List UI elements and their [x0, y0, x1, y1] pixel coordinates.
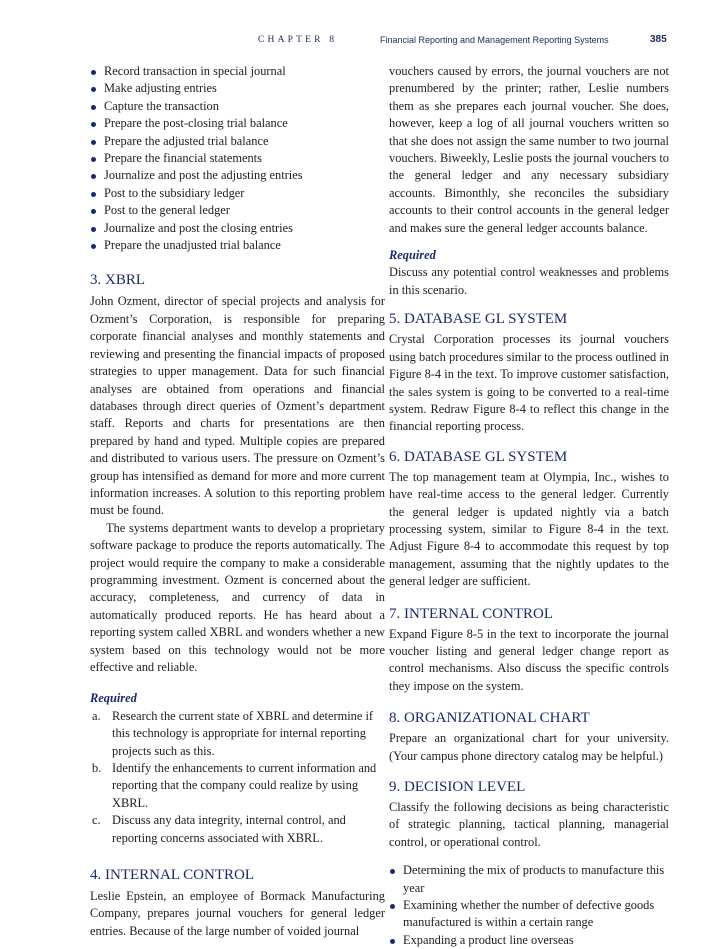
paragraph: Classify the following decisions as being characteristic of strategic planning, tactical planning, managerial control, or operational control. — [389, 800, 669, 849]
list-item: Determining the mix of products to manufacture this year — [389, 862, 669, 897]
paragraph: John Ozment, director of special projects and analysis for Ozment’s Corporation, is responsible for preparing corporate financial analyses and monthly statements and reviewing and presenting the financial impacts of proposed strategies to upper management. Data for such financial analyses are obtained from operations and financial databases through direct queries of Ozment’s department staff. Reports and charts for presentations are then prepared by hand and typed. Multiple copies are prepared and distributed to various users. The pressure on Ozment’s group has intensified as demand for more and more current information increases. A solution to this reporting problem must be found. — [90, 294, 385, 518]
list-item: Record transaction in special journal — [90, 63, 385, 80]
section-heading-decision-level: 9. DECISION LEVEL — [389, 779, 526, 795]
paragraph: Crystal Corporation processes its journal vouchers using batch procedures similar to the process outlined in Figure 8-4 in the text. To improve customer satisfaction, the sales system is going to be converted to a real-time system. Redraw Figure 8-4 to reflect this change in the financial reporting process. — [389, 332, 669, 434]
step-list — [90, 63, 385, 254]
page-header — [0, 33, 719, 49]
paragraph: vouchers caused by errors, the journal vouchers are not prenumbered by the printer; rather, Leslie numbers them as she prepares each journal voucher. She does, however, keep a log of all journal vouchers written so that she does not assign the same number to two journal vouchers. Biweekly, Leslie posts the journal vouchers to the general ledger and any necessary subsidiary accounts. Bimonthly, she reconciles the subsidiary accounts to their control accounts in the general ledger and makes sure the general ledger accounts balance. — [389, 64, 669, 235]
item-text: Identify the enhancements to current information and reporting that the company could realize by using XBRL. — [112, 761, 377, 810]
item-letter: a. — [92, 708, 101, 723]
section-heading-internal-control: 4. INTERNAL CONTROL — [90, 867, 255, 884]
decision-list — [389, 862, 669, 949]
requirements-list — [90, 708, 385, 847]
left-column — [90, 63, 385, 940]
list-item: Capture the transaction — [90, 98, 385, 115]
item-letter: b. — [92, 761, 102, 776]
paragraph: Discuss any potential control weaknesses and problems in this scenario. — [389, 265, 669, 297]
list-item — [90, 708, 385, 760]
required-label: Required — [90, 691, 137, 706]
section-heading-database-gl-5: 5. DATABASE GL SYSTEM — [389, 311, 568, 328]
list-item: Examining whether the number of defective goods manufactured is within a certain range — [389, 897, 669, 932]
list-item: Make adjusting entries — [90, 80, 385, 97]
section-heading-internal-control-7: 7. INTERNAL CONTROL — [389, 605, 554, 622]
section-heading-xbrl: 3. XBRL — [90, 272, 146, 289]
list-item: Post to the general ledger — [90, 202, 385, 219]
section-heading-org-chart: 8. ORGANIZATIONAL CHART — [389, 710, 590, 727]
paragraph: The systems department wants to develop a proprietary software package to produce the reports automatically. The project would require the company to make a considerable programming investment. Ozment is concerned about the accuracy, completeness, and currency of data in automatically produced reports. He has heard about a reporting system called XBRL and wonders whether a new system based on this technology would not be more effective and reliable. — [90, 520, 385, 674]
page-number: 385 — [650, 34, 667, 45]
item-text: Research the current state of XBRL and determine if this technology is appropriate for internal reporting projects such as this. — [112, 708, 374, 758]
list-item: Prepare the adjusted trial balance — [90, 133, 385, 150]
list-item: Prepare the unadjusted trial balance — [90, 237, 385, 254]
paragraph: Expand Figure 8-5 in the text to incorporate the journal voucher listing and general ledger change report as control mechanisms. Also discuss the specific controls they impose on the system. — [389, 626, 669, 693]
running-title: Financial Reporting and Management Reporting Systems — [380, 35, 609, 45]
paragraph: Prepare an organizational chart for your university. (Your campus phone directory catalog may be helpful.) — [389, 731, 669, 763]
section-heading-database-gl-6: 6. DATABASE GL SYSTEM — [389, 448, 568, 465]
chapter-label: CHAPTER 8 — [258, 35, 338, 45]
list-item: Post to the subsidiary ledger — [90, 185, 385, 202]
list-item: Journalize and post the closing entries — [90, 220, 385, 237]
required-label: Required — [389, 248, 436, 263]
item-letter: c. — [92, 813, 101, 828]
list-item: Prepare the post-closing trial balance — [90, 115, 385, 132]
list-item — [90, 812, 385, 847]
list-item: Expanding a product line overseas — [389, 932, 669, 949]
paragraph: Leslie Epstein, an employee of Bormack Manufacturing Company, prepares journal vouchers for general ledger entries. Because of the large number of voided journal — [90, 889, 385, 938]
list-item: Prepare the financial statements — [90, 150, 385, 167]
item-text: Discuss any data integrity, internal control, and reporting concerns associated with XBRL. — [112, 813, 346, 845]
paragraph: The top management team at Olympia, Inc., wishes to have real-time access to the general ledger. Currently the general ledger is updated nightly via a batch processing system, similar to Figure 8-4 in the text. Adjust Figure 8-4 to accommodate this request by top management, assuming that the nightly updates to the general ledger are sufficient. — [389, 469, 669, 589]
right-column — [389, 63, 669, 949]
list-item: Journalize and post the adjusting entries — [90, 167, 385, 184]
list-item — [90, 760, 385, 812]
